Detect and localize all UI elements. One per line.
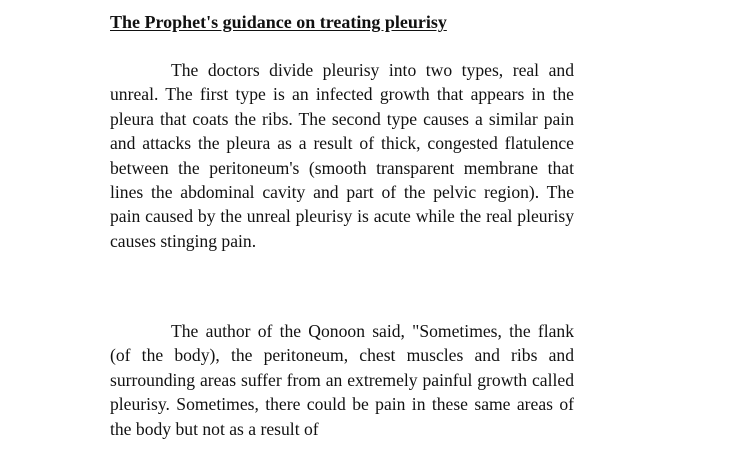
paragraph-qonoon-quote: The author of the Qonoon said, "Sometimes, the flank (of the body), the peritoneum, chest muscles and ribs and surrounding areas suffer from an extremely painful growth called pleurisy. Sometimes, there could be pain in these same areas of the body but not as a result of [110, 321, 574, 439]
paragraph-pleurisy-types: The doctors divide pleurisy into two types, real and unreal. The first type is an infected growth that appears in the pleura that coats the ribs. The second type causes a similar pain and attacks the pleura as a result of thick, congested flatulence between the peritoneum's (smooth transparent membrane that lines the abdominal cavity and part of the pelvic region). The pain caused by the unreal pleurisy is acute while the real pleurisy causes stinging pain. [110, 60, 574, 251]
page-title: The Prophet's guidance on treating pleurisy [110, 12, 447, 32]
